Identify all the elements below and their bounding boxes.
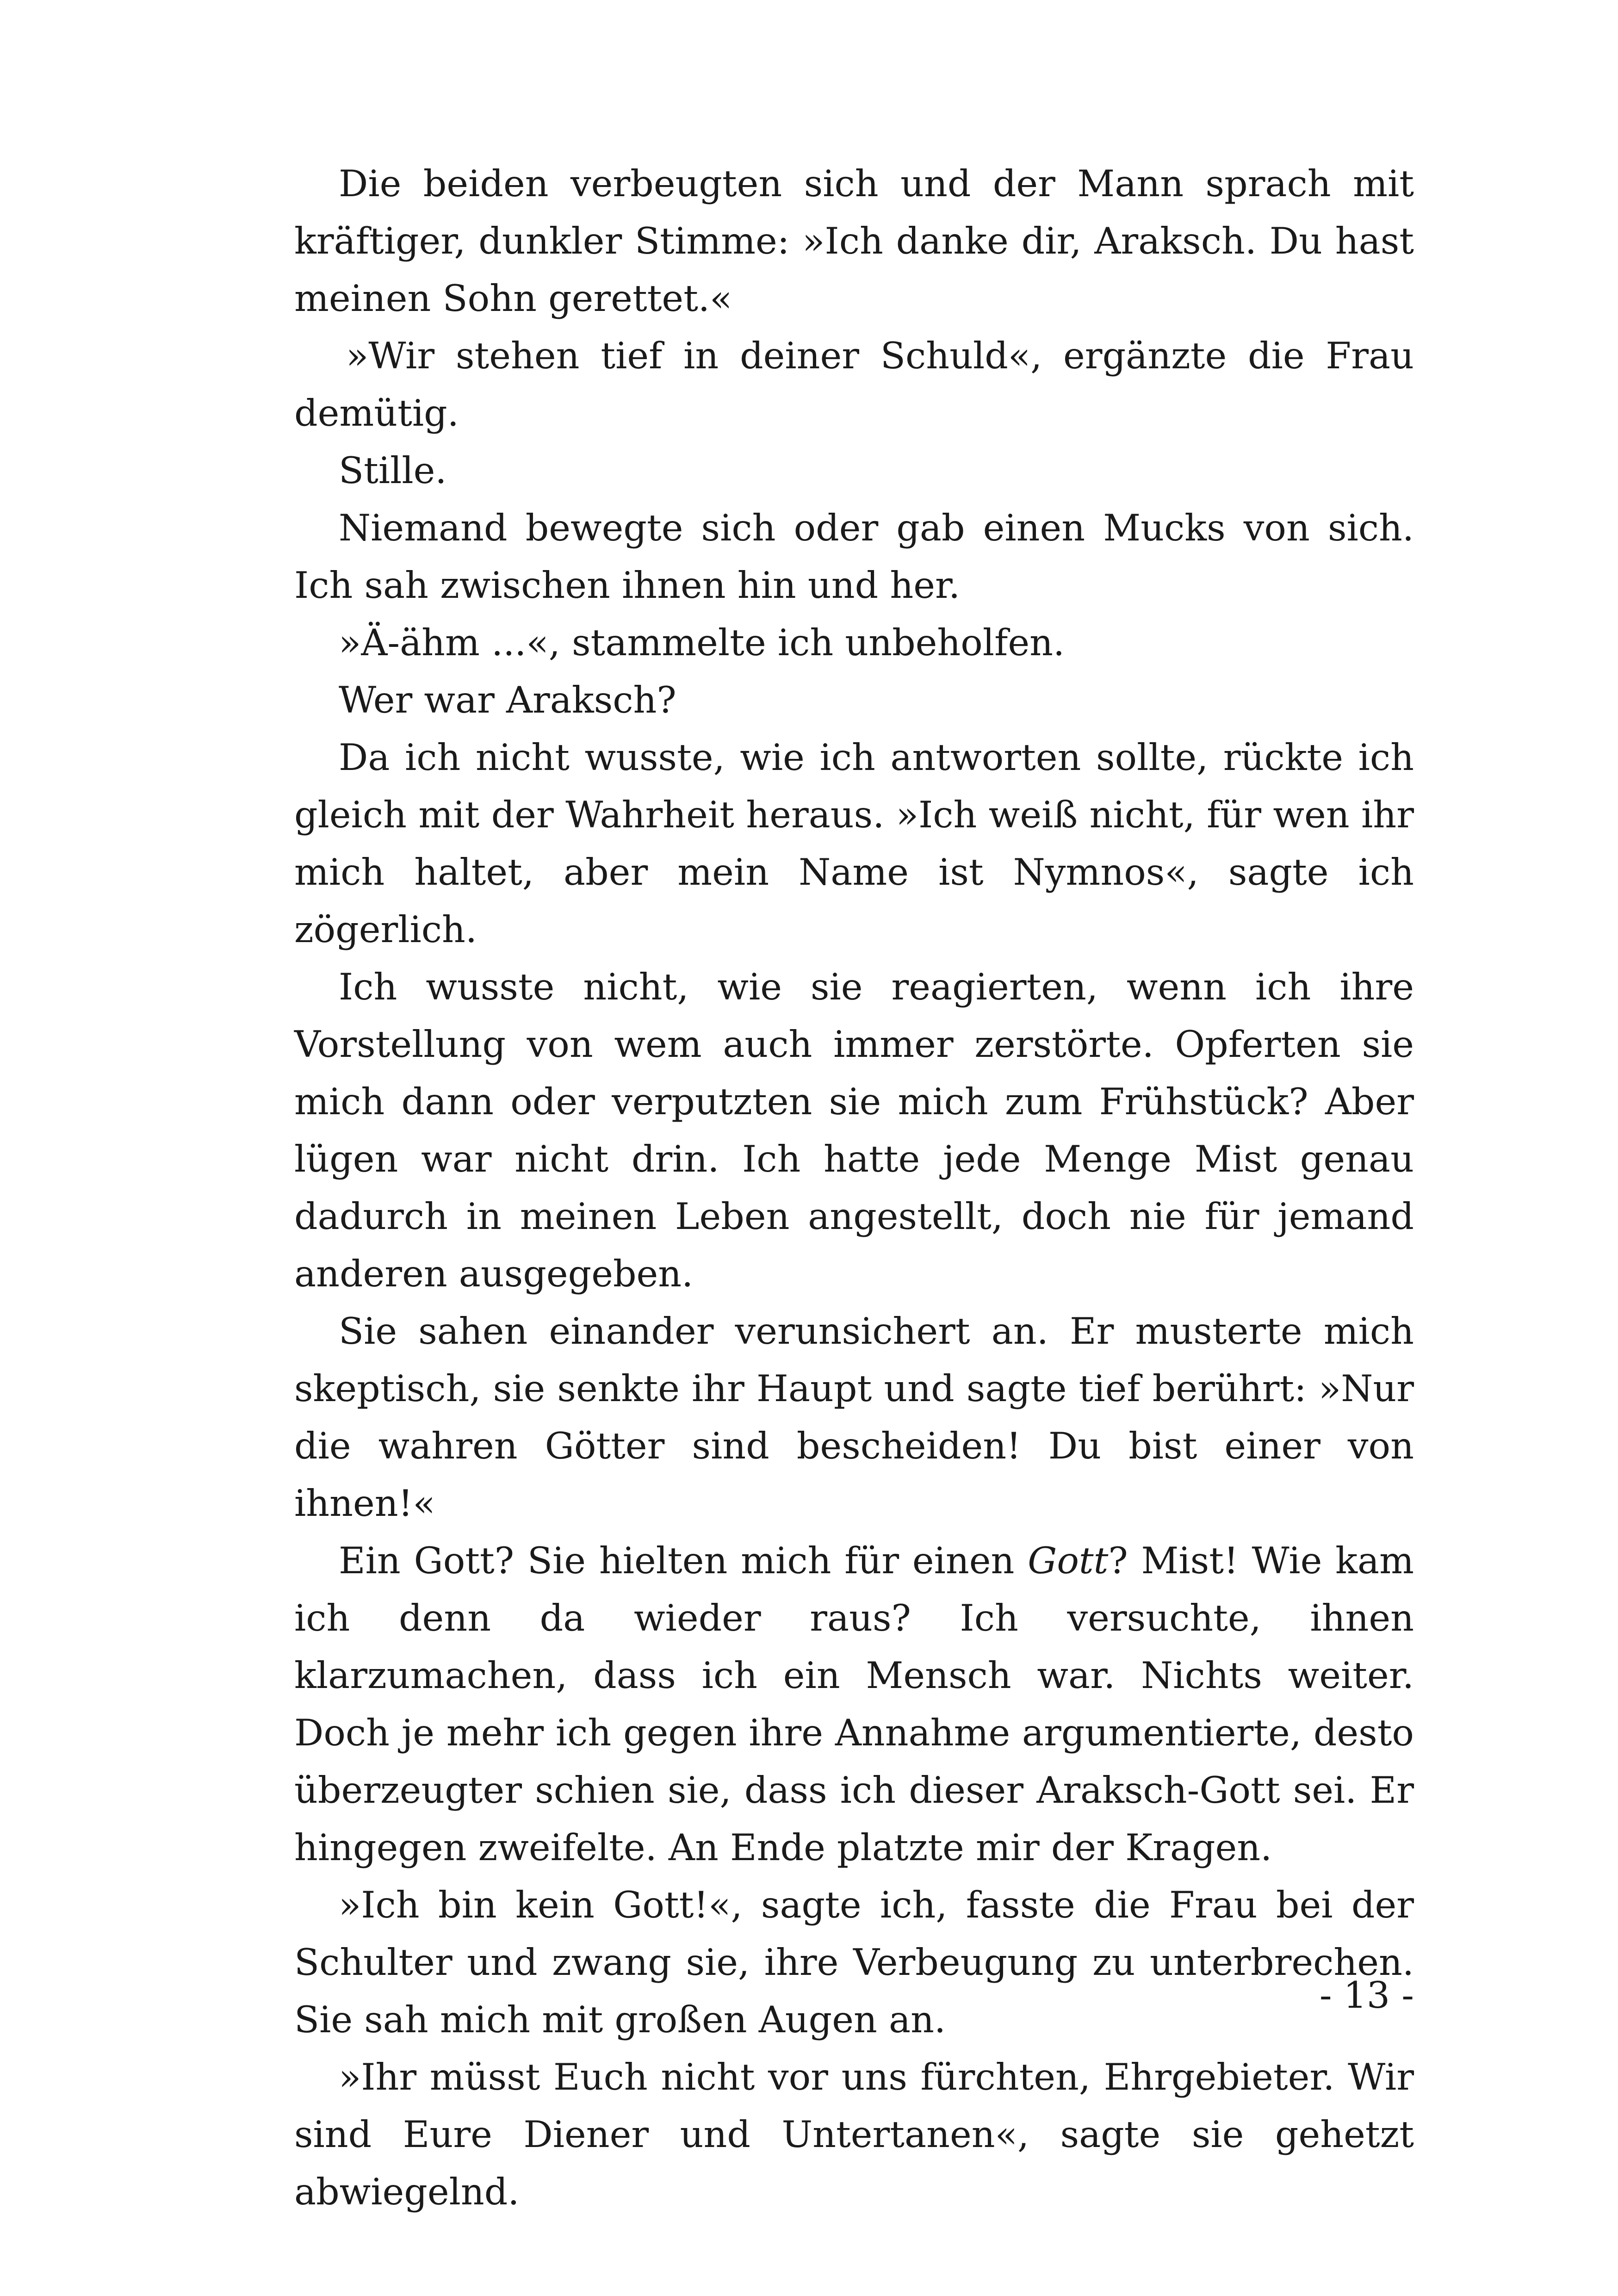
paragraph: »Wir stehen tief in deiner Schuld«, ergänzte die Frau demütig.: [294, 335, 1414, 434]
paragraph: Stille.: [339, 449, 447, 492]
paragraph-gott: [294, 1532, 1414, 1876]
paragraph: Da ich nicht wusste, wie ich antworten sollte, rückte ich gleich mit der Wahrheit heraus. »Ich weiß nicht, für wen ihr mich haltet, aber mein Name ist Nymnos«, sagte ich zögerlich.: [294, 736, 1414, 951]
paragraph: Die beiden verbeugten sich und der Mann sprach mit kräftiger, dunkler Stimme: »Ich danke dir, Araksch. Du hast meinen Sohn gerettet.«: [294, 162, 1414, 320]
page-number: - 13 -: [1319, 1974, 1414, 2017]
paragraph: Ich wusste nicht, wie sie reagierten, wenn ich ihre Vorstellung von wem auch immer zerstörte. Opferten sie mich dann oder verputzten sie mich zum Frühstück? Aber lügen war nicht drin. Ich hatte jede Menge Mist genau dadurch in meinen Leben angestellt, doch nie für jemand anderen ausgegeben.: [294, 966, 1414, 1295]
paragraph: »Ihr müsst Euch nicht vor uns fürchten, Ehrgebieter. Wir sind Eure Diener und Untertanen«, sagte sie gehetzt abwiegelnd.: [294, 2056, 1414, 2213]
text-span: ? Mist! Wie kam ich denn da wieder raus? Ich versuchte, ihnen klarzumachen, dass ich ein Mensch war. Nichts weiter. Doch je mehr ich gegen ihre Annahme argumentierte, desto überzeugter schien sie, dass ich dieser Araksch-Gott sei. Er hingegen zweifelte. An Ende platzte mir der Kragen.: [294, 1539, 1414, 1869]
body-text: [294, 155, 1414, 2221]
paragraph: Niemand bewegte sich oder gab einen Mucks von sich. Ich sah zwischen ihnen hin und her.: [294, 507, 1414, 607]
paragraph: »Ä-ähm ...«, stammelte ich unbeholfen.: [339, 621, 1065, 664]
paragraph: »Ich bin kein Gott!«, sagte ich, fasste die Frau bei der Schulter und zwang sie, ihre Verbeugung zu unterbrechen. Sie sah mich mit großen Augen an.: [294, 1884, 1414, 2041]
text-span: Ein Gott? Sie hielten mich für einen: [339, 1539, 1028, 1582]
paragraph: Wer war Araksch?: [339, 679, 676, 721]
paragraph: Sie sahen einander verunsichert an. Er musterte mich skeptisch, sie senkte ihr Haupt und sagte tief berührt: »Nur die wahren Götter sind bescheiden! Du bist einer von ihnen!«: [294, 1310, 1414, 1525]
italic-word: Gott: [1028, 1539, 1109, 1582]
